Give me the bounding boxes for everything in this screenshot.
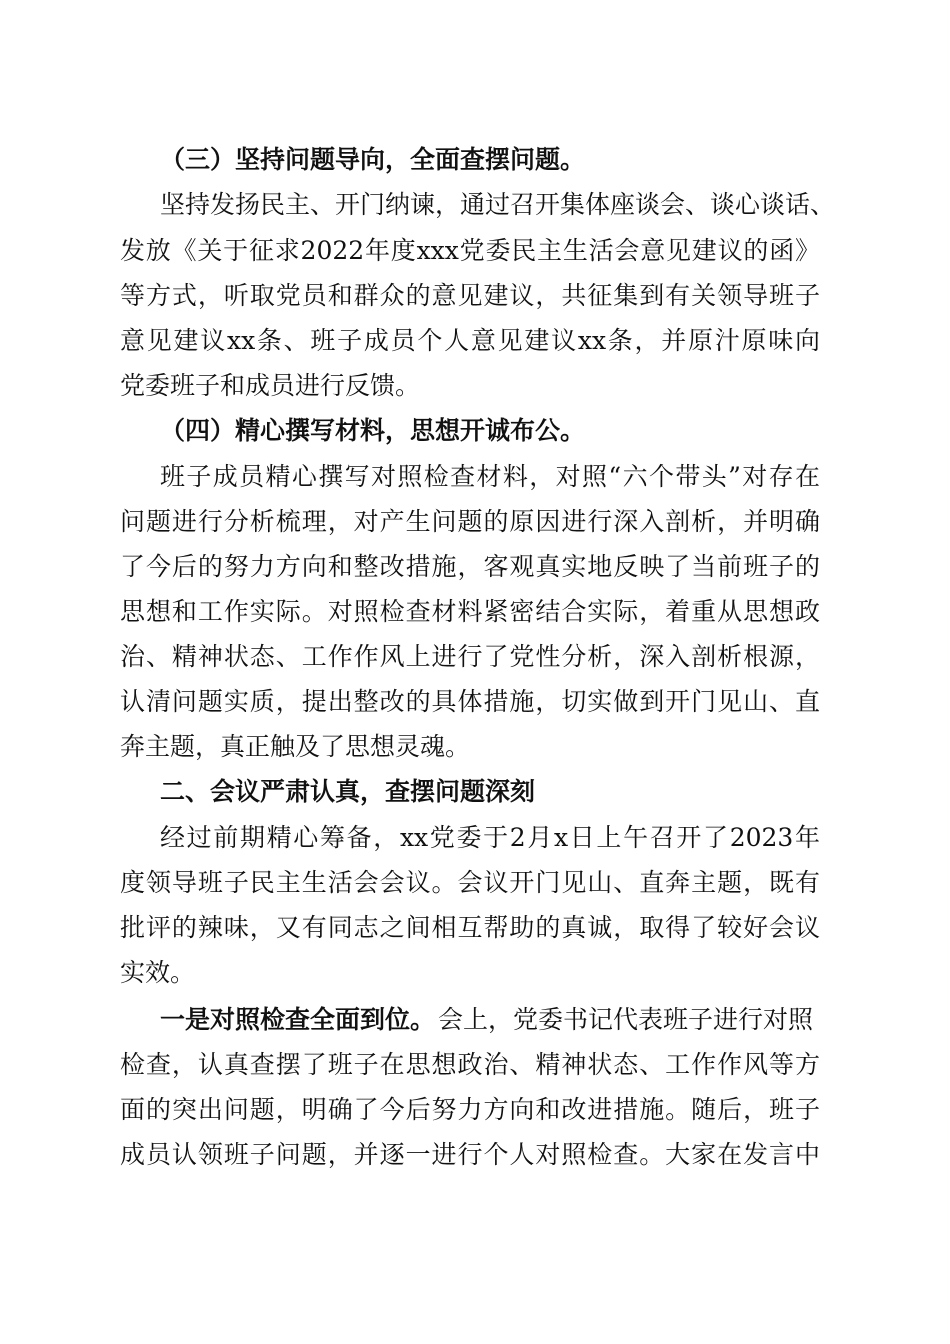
paragraph-line [0, 366, 950, 406]
paragraph-text: 班子成员精心撰写对照检查材料，对照“六个带头”对存在 [160, 462, 820, 491]
paragraph-line [0, 502, 950, 542]
paragraph-text: 度领导班子民主生活会会议。会议开门见山、直奔主题，既有 [120, 868, 820, 897]
section-4-heading [0, 411, 950, 451]
section-3-heading [0, 140, 950, 180]
paragraph-text: 坚持发扬民主、开门纳谏，通过召开集体座谈会、谈心谈话、 [160, 190, 836, 219]
part-2-heading-text: 二、会议严肃认真，查摆问题深刻 [160, 777, 536, 806]
paragraph-line [0, 953, 950, 993]
paragraph-text: 检查，认真查摆了班子在思想政治、精神状态、工作作风等方 [120, 1050, 820, 1079]
paragraph-text: 发放《关于征求2022年度xxx党委民主生活会意见建议的函》 [120, 236, 820, 265]
paragraph-text: 治、精神状态、工作作风上进行了党性分析，深入剖析根源， [120, 642, 820, 671]
paragraph-line [0, 637, 950, 677]
paragraph-text: 意见建议xx条、班子成员个人意见建议xx条，并原汁原味向 [120, 326, 820, 355]
paragraph-line [0, 727, 950, 767]
paragraph-line [0, 457, 950, 497]
section-3-heading-text: （三）坚持问题导向，全面查摆问题。 [160, 145, 586, 174]
paragraph-line [0, 185, 950, 225]
paragraph-line [0, 1045, 950, 1085]
point-1-lead: 一是对照检查全面到位。 [160, 1005, 436, 1034]
paragraph-line [0, 592, 950, 632]
paragraph-line [0, 321, 950, 361]
paragraph-text: 党委班子和成员进行反馈。 [120, 371, 421, 400]
paragraph-text: 经过前期精心筹备，xx党委于2月x日上午召开了2023年 [160, 823, 820, 852]
paragraph-text: 等方式，听取党员和群众的意见建议，共征集到有关领导班子 [120, 281, 820, 310]
paragraph-text: 实效。 [120, 958, 196, 987]
paragraph-text: 成员认领班子问题，并逐一进行个人对照检查。大家在发言中 [120, 1140, 820, 1169]
paragraph-line [0, 547, 950, 587]
paragraph-text: 了今后的努力方向和整改措施，客观真实地反映了当前班子的 [120, 552, 820, 581]
paragraph-line [0, 1135, 950, 1175]
paragraph-line [0, 682, 950, 722]
paragraph-line [0, 818, 950, 858]
point-1-first-rest: 会上，党委书记代表班子进行对照 [438, 1005, 814, 1034]
paragraph-line [0, 863, 950, 903]
paragraph-line [0, 276, 950, 316]
paragraph-line [0, 231, 950, 271]
section-4-heading-text: （四）精心撰写材料，思想开诚布公。 [160, 416, 586, 445]
paragraph-text: 认清问题实质，提出整改的具体措施，切实做到开门见山、直 [120, 687, 820, 716]
paragraph-text: 面的突出问题，明确了今后努力方向和改进措施。随后，班子 [120, 1095, 820, 1124]
part-2-heading [0, 772, 950, 812]
paragraph-line [0, 908, 950, 948]
paragraph-text: 批评的辣味，又有同志之间相互帮助的真诚，取得了较好会议 [120, 913, 820, 942]
paragraph-text: 奔主题，真正触及了思想灵魂。 [120, 732, 471, 761]
paragraph-text: 问题进行分析梳理，对产生问题的原因进行深入剖析，并明确 [120, 507, 820, 536]
paragraph-text: 思想和工作实际。对照检查材料紧密结合实际，着重从思想政 [120, 597, 820, 626]
paragraph-line [0, 1090, 950, 1130]
point-1-line [0, 1000, 950, 1040]
